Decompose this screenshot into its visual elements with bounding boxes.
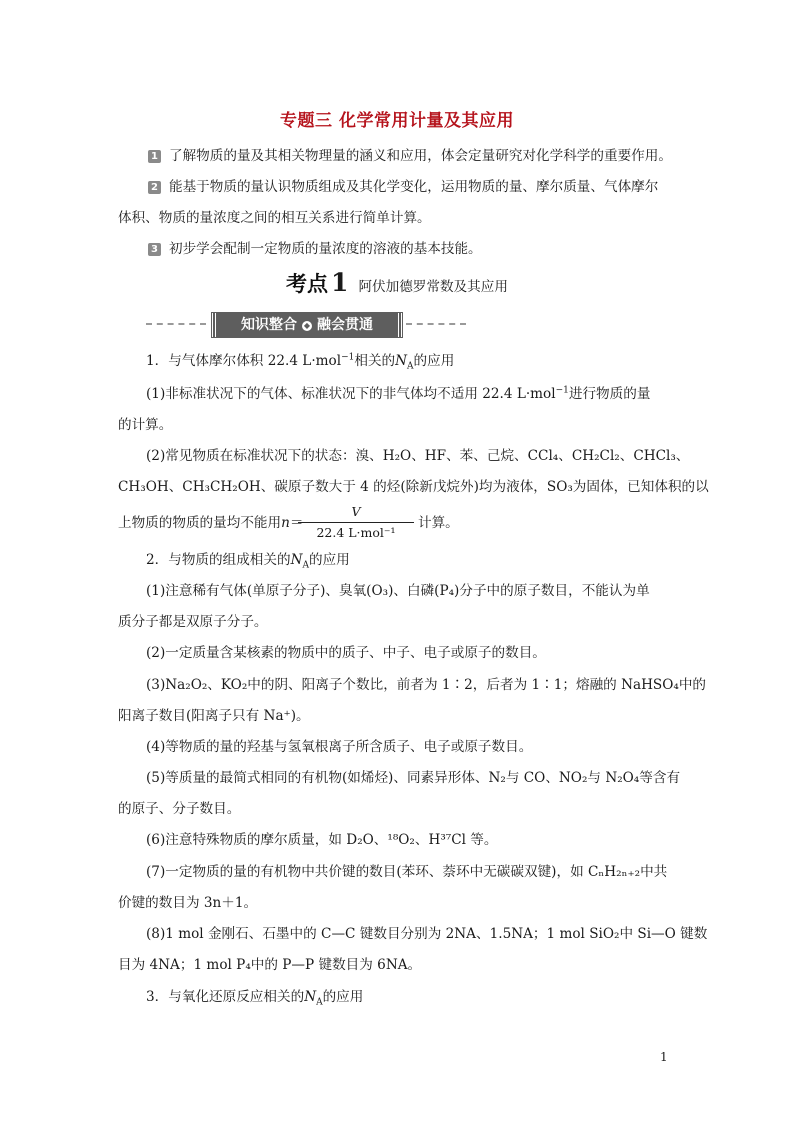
paragraph-line (118, 513, 303, 533)
paragraph-line: 价键的数目为 3n＋1。 (118, 895, 258, 911)
na-symbol: N (290, 552, 303, 568)
text-run: 1．与气体摩尔体积 22.4 L·mol (146, 353, 342, 369)
text-run: 的应用 (309, 552, 350, 568)
text-run: ＝ (289, 515, 304, 531)
paragraph-line: 阳离子数目(阳离子只有 Na⁺)。 (118, 708, 310, 724)
banner-right-text: 融会贯通 (317, 317, 373, 333)
text-run: 上物质的物质的量均不能用 (118, 515, 282, 531)
paragraph-line: CH₃OH、CH₃CH₂OH、碳原子数大于 4 的烃(除新戊烷外)均为液体，SO₃为固体，已知体积的以 (118, 479, 709, 495)
text-run: 进行物质的量 (568, 386, 651, 402)
superscript: −1 (341, 352, 355, 363)
fraction-numerator: V (351, 504, 361, 519)
paragraph-line (146, 384, 650, 404)
section-heading (0, 268, 794, 298)
paragraph-line: (2)常见物质在标准状况下的状态：溴、H₂O、HF、苯、己烷、CCl₄、CH₂Cl₂、CHCl₃、 (146, 448, 690, 464)
paragraph-line: (8)1 mol 金刚石、石墨中的 C—C 键数目分别为 2NA、1.5NA；1 mol SiO₂中 Si—O 键数 (146, 926, 708, 942)
text-run: (1)非标准状况下的气体、标准状况下的非气体均不适用 22.4 L·mol (146, 386, 556, 402)
section-number: 1 (331, 268, 349, 297)
paragraph-line: (4)等物质的量的羟基与氢氧根离子所含质子、电子或原子数目。 (146, 739, 533, 755)
text-run: 的应用 (322, 989, 364, 1005)
subscript: A (407, 361, 414, 372)
learning-goal-3 (148, 233, 708, 265)
na-symbol: N (395, 353, 408, 369)
text-run: 相关的 (354, 353, 396, 369)
paragraph-line: 的原子、分子数目。 (118, 801, 241, 817)
section-subtitle: 阿伏加德罗常数及其应用 (358, 279, 508, 295)
fraction-bar (298, 522, 414, 523)
page-number: 1 (660, 1050, 668, 1064)
text-run: 3．与氧化还原反应相关的 (146, 989, 305, 1005)
paragraph-line: 计算。 (418, 515, 459, 531)
paragraph-heading (146, 351, 454, 371)
text-run: 的应用 (413, 353, 455, 369)
banner-dot-icon: ◆ (303, 321, 311, 330)
paragraph-line: 目为 4NA；1 mol P₄中的 P—P 键数目为 6NA。 (118, 957, 422, 973)
goal-number-badge: 1 (148, 150, 161, 163)
fraction-formula (298, 504, 414, 540)
paragraph-line: (1)注意稀有气体(单原子分子)、臭氧(O₃)、白磷(P₄)分子中的原子数目，不能认为单 (146, 583, 650, 599)
learning-goal-2-continuation: 体积、物质的量浓度之间的相互关系进行简单计算。 (118, 210, 431, 226)
goal-number-badge: 2 (148, 181, 161, 194)
paragraph-heading (146, 987, 363, 1007)
subscript: A (302, 560, 309, 571)
section-label: 考点 (286, 272, 329, 296)
learning-goal-1 (148, 140, 708, 172)
goal-text: 能基于物质的量认识物质组成及其化学变化，运用物质的量、摩尔质量、气体摩尔 (169, 179, 659, 195)
paragraph-line: (3)Na₂O₂、KO₂中的阴、阳离子个数比，前者为 1∶2，后者为 1∶1；熔融的 NaHSO₄中的 (146, 677, 707, 693)
paragraph-heading (146, 550, 350, 570)
text-run: 2．与物质的组成相关的 (146, 552, 291, 568)
paragraph-line: (2)一定质量含某核素的物质中的质子、中子、电子或原子的数目。 (146, 645, 546, 661)
banner-left-text: 知识整合 (241, 317, 297, 333)
na-symbol: N (304, 989, 317, 1005)
fraction-denominator: 22.4 L·mol⁻¹ (316, 525, 396, 540)
paragraph-line: (5)等质量的最简式相同的有机物(如烯烃)、同素异形体、N₂与 CO、NO₂与 N₂O₄等含有 (146, 770, 681, 786)
goal-text: 初步学会配制一定物质的量浓度的溶液的基本技能。 (169, 241, 482, 257)
page-title: 专题三 化学常用计量及其应用 (280, 111, 514, 131)
goal-number-badge: 3 (148, 243, 161, 256)
paragraph-line: 质分子都是双原子分子。 (118, 614, 268, 630)
paragraph-line: 的计算。 (118, 417, 173, 433)
math-variable: n (281, 515, 290, 531)
goal-text: 了解物质的量及其相关物理量的涵义和应用，体会定量研究对化学科学的重要作用。 (169, 148, 672, 164)
subscript: A (316, 997, 323, 1008)
banner-box (212, 313, 402, 337)
paragraph-line: (6)注意特殊物质的摩尔质量，如 D₂O、¹⁸O₂、H³⁷Cl 等。 (146, 832, 498, 848)
paragraph-line: (7)一定物质的量的有机物中共价键的数目(苯环、萘环中无碳碳双键)，如 CₙH₂ₙ₊₂中共 (146, 864, 668, 880)
banner-divider-left (146, 323, 206, 325)
learning-goal-2 (148, 171, 680, 203)
superscript: −1 (555, 385, 569, 396)
banner-divider-right (406, 323, 466, 325)
section-banner (146, 313, 466, 337)
